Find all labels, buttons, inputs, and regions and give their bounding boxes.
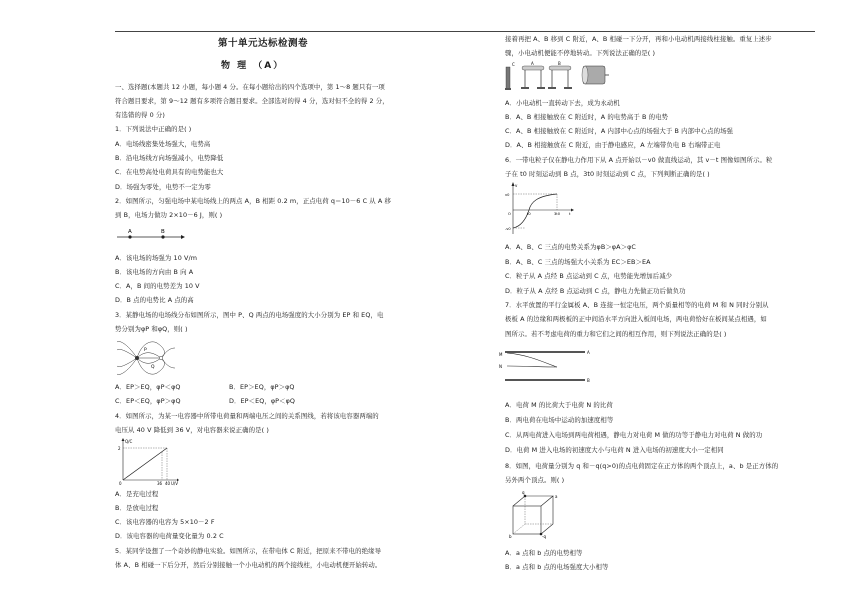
q1-option-b: B．沿电场线方向场强减小，电势降低 bbox=[115, 154, 224, 162]
q7-label-a: A bbox=[587, 350, 590, 355]
question-2-cont: 到 B，电场力做功 2×10－6 J，则( ) bbox=[115, 211, 223, 219]
q6-ylabel: v bbox=[515, 183, 518, 188]
q2-label-a: A bbox=[128, 229, 132, 235]
question-7-cont: 极板 A 的边缘和两极板的正中间沿水平方向进入板间电场，两电荷恰好在板间某点相遇，如 bbox=[505, 315, 767, 323]
q2-option-c: C．A，B 间的电势差为 10 V bbox=[115, 282, 200, 290]
section-intro-line: 符合题目要求，第 9～12 题有多项符合题目要求。全部选对的得 4 分，选对但不全的得 2 分， bbox=[115, 97, 389, 105]
header-rule bbox=[115, 31, 815, 32]
q6-v0: v0 bbox=[505, 193, 510, 197]
question-1: 1．下列说法中正确的是( ) bbox=[115, 125, 192, 133]
q4-origin: 0 bbox=[119, 481, 122, 486]
q5-option-b: B．A、B 相接触放在 C 附近时，A 的电势高于 B 的电势 bbox=[505, 113, 669, 121]
q2-option-a: A．该电场的场强为 10 V/m bbox=[115, 254, 198, 262]
q3-label-p: P bbox=[144, 348, 147, 353]
question-8: 8．如图，电荷量分别为 q 和－q(q>0)的点电荷固定在正方体的两个顶点上，a、b 是正方体的 bbox=[505, 462, 779, 470]
q5-label-b: B bbox=[558, 61, 561, 66]
q8-label-q: q bbox=[522, 490, 525, 495]
q3-label-q: Q bbox=[151, 365, 155, 370]
q3-field-lines-figure bbox=[117, 338, 175, 378]
q6-origin: O bbox=[508, 212, 511, 216]
q4-option-c: C．该电容器的电容为 5×10－2 F bbox=[115, 518, 215, 526]
question-3: 3．某静电场的电场线分布如图所示，图中 P、Q 两点的电场强度的大小分别为 EP 和 EQ，电 bbox=[115, 311, 384, 319]
q7-option-c: C．从两电荷进入电场到两电荷相遇，静电力对电荷 M 做的功等于静电力对电荷 N 做的功 bbox=[505, 431, 763, 439]
q8-option-a: A．a 点和 b 点的电势相等 bbox=[505, 549, 583, 557]
q4-option-b: B．是放电过程 bbox=[115, 504, 159, 512]
q3-option-d: D．EP＜EQ，φP＜φQ bbox=[229, 397, 296, 405]
q5-label-a: A bbox=[531, 61, 534, 66]
q7-option-d: D．电荷 M 进入电场的初速度大小与电荷 N 进入电场的初速度大小一定相同 bbox=[505, 446, 724, 454]
q4-option-a: A．是充电过程 bbox=[115, 490, 159, 498]
question-7-cont-2: 图所示。若不考虑电荷的重力和它们之间的相互作用，则下列说法正确的是( ) bbox=[505, 330, 727, 338]
q6-option-d: D．粒子从 A 点经 B 点运动到 C 点，静电力先做正功后做负功 bbox=[505, 287, 686, 295]
q6-v-t-graph bbox=[505, 182, 575, 236]
q4-option-d: D．该电容器的电荷量变化量为 0.2 C bbox=[115, 532, 224, 540]
q1-option-a: A．电场线密集处场强大，电势高 bbox=[115, 140, 211, 148]
q6-neg-v0: -v0 bbox=[505, 227, 511, 231]
section-intro-line: 有选错的得 0 分) bbox=[115, 111, 165, 119]
question-7: 7．水平放置的平行金属板 A、B 连接一恒定电压，两个质量相等的电荷 M 和 N 同时分别从 bbox=[505, 301, 769, 309]
exam-subject: 物 理 （A） bbox=[221, 61, 285, 71]
q5-option-d: D．A、B 相接触放在 C 附近，由于静电感应，A 左端带负电 B 右端带正电 bbox=[505, 141, 721, 149]
q6-option-b: B．A、B、C 三点的场强大小关系为 EC＞EB＞EA bbox=[505, 258, 651, 266]
question-8-cont: 另外两个顶点。则( ) bbox=[505, 476, 565, 484]
q7-label-m: M bbox=[499, 352, 503, 357]
question-4-cont: 电压从 40 V 降低到 36 V，对电容器来说正确的是( ) bbox=[115, 426, 269, 434]
q8-label-a: a bbox=[555, 494, 558, 499]
q8-option-b: B．a 点和 b 点的电场强度大小相等 bbox=[505, 563, 609, 571]
question-5: 5．某同学设想了一个奇妙的静电实验。如图所示，在带电体 C 附近，把原来不带电的绝缘导 bbox=[115, 547, 382, 555]
q4-ylabel: Q/C bbox=[125, 439, 133, 444]
q2-field-line-figure bbox=[115, 226, 185, 246]
q5-option-c: C．A、B 相接触放在 C 附近时，A 内部中心点的场强大于 B 内部中心点的场强 bbox=[505, 127, 734, 135]
q6-t0: t0 bbox=[527, 212, 531, 216]
q7-label-b: B bbox=[587, 378, 590, 383]
q4-xtick-36: 36 bbox=[157, 481, 163, 486]
question-6: 6．一带电粒子仅在静电力作用下从 A 点开始以－v0 做直线运动，其 v－t 图像如图所示。粒 bbox=[505, 156, 773, 164]
q8-label-b: b bbox=[509, 534, 512, 539]
q2-option-b: B．该电场的方向由 B 向 A bbox=[115, 268, 194, 276]
q7-label-n: N bbox=[499, 364, 502, 369]
q2-option-d: D．B 点的电势比 A 点的高 bbox=[115, 296, 194, 304]
question-5-cont: 体 A、B 相碰一下后分开，然后分别接触一个小电动机的两个接线柱，小电动机便开始转动。 bbox=[115, 561, 382, 569]
q7-option-a: A．电荷 M 的比荷大于电荷 N 的比荷 bbox=[505, 401, 613, 409]
q2-label-b: B bbox=[161, 229, 165, 235]
q1-option-c: C．在电势高处电荷具有的电势能也大 bbox=[115, 168, 224, 176]
q5-option-a: A．小电动机一直转动下去，成为永动机 bbox=[505, 99, 620, 107]
q3-option-a: A．EP＞EQ，φP＜φQ bbox=[115, 383, 181, 391]
q4-xlabel: U/V bbox=[171, 481, 179, 486]
q3-option-b: B．EP＞EQ，φP＞φQ bbox=[229, 383, 295, 391]
q4-xtick-40: 40 bbox=[165, 481, 171, 486]
q6-option-c: C．粒子从 A 点经 B 点运动到 C 点，电势能先增加后减少 bbox=[505, 272, 673, 280]
q5-label-c: C bbox=[512, 62, 515, 67]
question-5-cont-2: 接着再把 A、B 移到 C 附近，A、B 相碰一下分开，再和小电动机两接线柱接触。重复上述步 bbox=[505, 35, 772, 43]
q3-option-c: C．EP＜EQ，φP＞φQ bbox=[115, 397, 181, 405]
exam-title: 第十单元达标检测卷 bbox=[218, 38, 309, 49]
q8-cube-figure bbox=[509, 492, 559, 538]
q4-ytick: 2 bbox=[118, 446, 121, 451]
question-5-cont-3: 骤，小电动机便能不停地转动。下列说法正确的是( ) bbox=[505, 49, 656, 57]
question-2: 2．如图所示，匀强电场中某电场线上的两点 A，B 相距 0.2 m，正点电荷 q＝10－6 C 从 A 移 bbox=[115, 197, 391, 205]
q8-label-neg-q: -q bbox=[542, 534, 546, 539]
q6-3t0: 3t0 bbox=[554, 212, 560, 216]
q4-q-u-graph bbox=[117, 438, 179, 486]
q7-parallel-plates-figure bbox=[499, 345, 590, 385]
section-intro-line: 一、选择题(本题共 12 小题，每小题 4 分。在每小题给出的四个选项中，第 1～8 题只有一项 bbox=[115, 83, 385, 91]
question-4: 4．如图所示，为某一电容器中所带电荷量和两端电压之间的关系图线，若将该电容器两端的 bbox=[115, 412, 379, 420]
q7-option-b: B．两电荷在电场中运动的加速度相等 bbox=[505, 416, 614, 424]
q6-xlabel: t bbox=[569, 212, 571, 216]
q6-option-a: A．A、B、C 三点的电势关系为φB＞φA＞φC bbox=[505, 243, 636, 251]
q1-option-d: D．场强为零处，电势不一定为零 bbox=[115, 183, 211, 191]
question-3-cont: 势分别为φP 和φQ，则( ) bbox=[115, 325, 188, 333]
q5-motor-figure bbox=[505, 62, 609, 92]
question-6-cont: 子在 t0 时刻运动到 B 点，3t0 时刻运动到 C 点，下列判断正确的是( ) bbox=[505, 170, 710, 178]
